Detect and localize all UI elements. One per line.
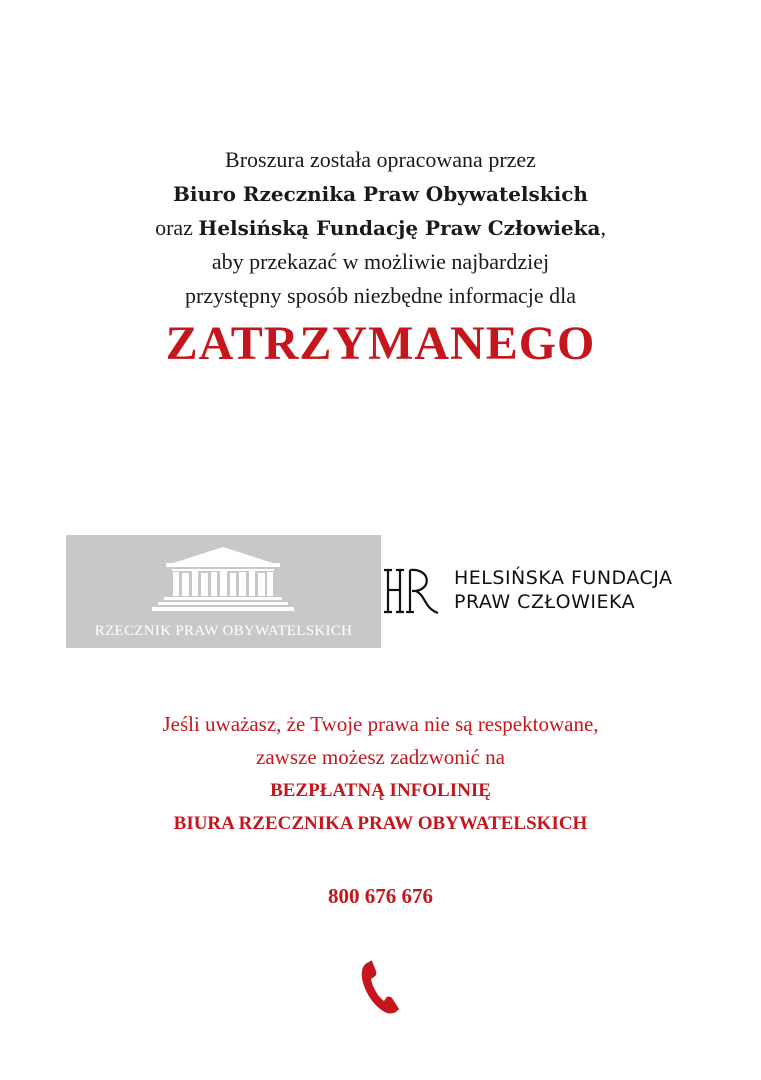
intro-line-3-bold: Helsińską Fundację Praw Człowieka	[198, 216, 601, 240]
info-line-4: BIURA RZECZNIKA PRAW OBYWATELSKICH	[173, 813, 588, 834]
phone-number: 800 676 676	[328, 884, 433, 908]
hfpc-name-line-1: HELSIŃSKA FUNDACJA	[454, 567, 673, 589]
intro-line-5: przystępny sposób niezbędne informacje dla	[185, 283, 576, 308]
intro-line-2: Biuro Rzecznika Praw Obywatelskich	[173, 182, 588, 206]
hfpc-logo	[382, 564, 712, 618]
rpo-logo	[66, 535, 381, 648]
intro-line-4: aby przekazać w możliwie najbardziej	[211, 249, 550, 274]
intro-line-3-suffix: ,	[600, 215, 606, 240]
intro-line-1: Broszura została opracowana przez	[225, 147, 536, 172]
intro-line-3-prefix: oraz	[155, 215, 199, 240]
hfpc-monogram-icon	[382, 564, 448, 618]
hfpc-name-line-2: PRAW CZŁOWIEKA	[454, 591, 636, 613]
headline: ZATRZYMANEGO	[165, 317, 596, 370]
hfpc-name	[454, 566, 673, 614]
helpline-info	[0, 708, 761, 840]
intro-line-3	[0, 211, 761, 245]
intro-text	[0, 143, 761, 313]
info-line-3: BEZPŁATNĄ INFOLINIĘ	[270, 780, 491, 801]
info-line-1: Jeśli uważasz, że Twoje prawa nie są respektowane,	[162, 712, 599, 736]
rpo-logo-caption: RZECZNIK PRAW OBYWATELSKICH	[94, 623, 353, 639]
phone-handset-icon	[359, 958, 403, 1016]
info-line-2: zawsze możesz zadzwonić na	[256, 745, 505, 769]
